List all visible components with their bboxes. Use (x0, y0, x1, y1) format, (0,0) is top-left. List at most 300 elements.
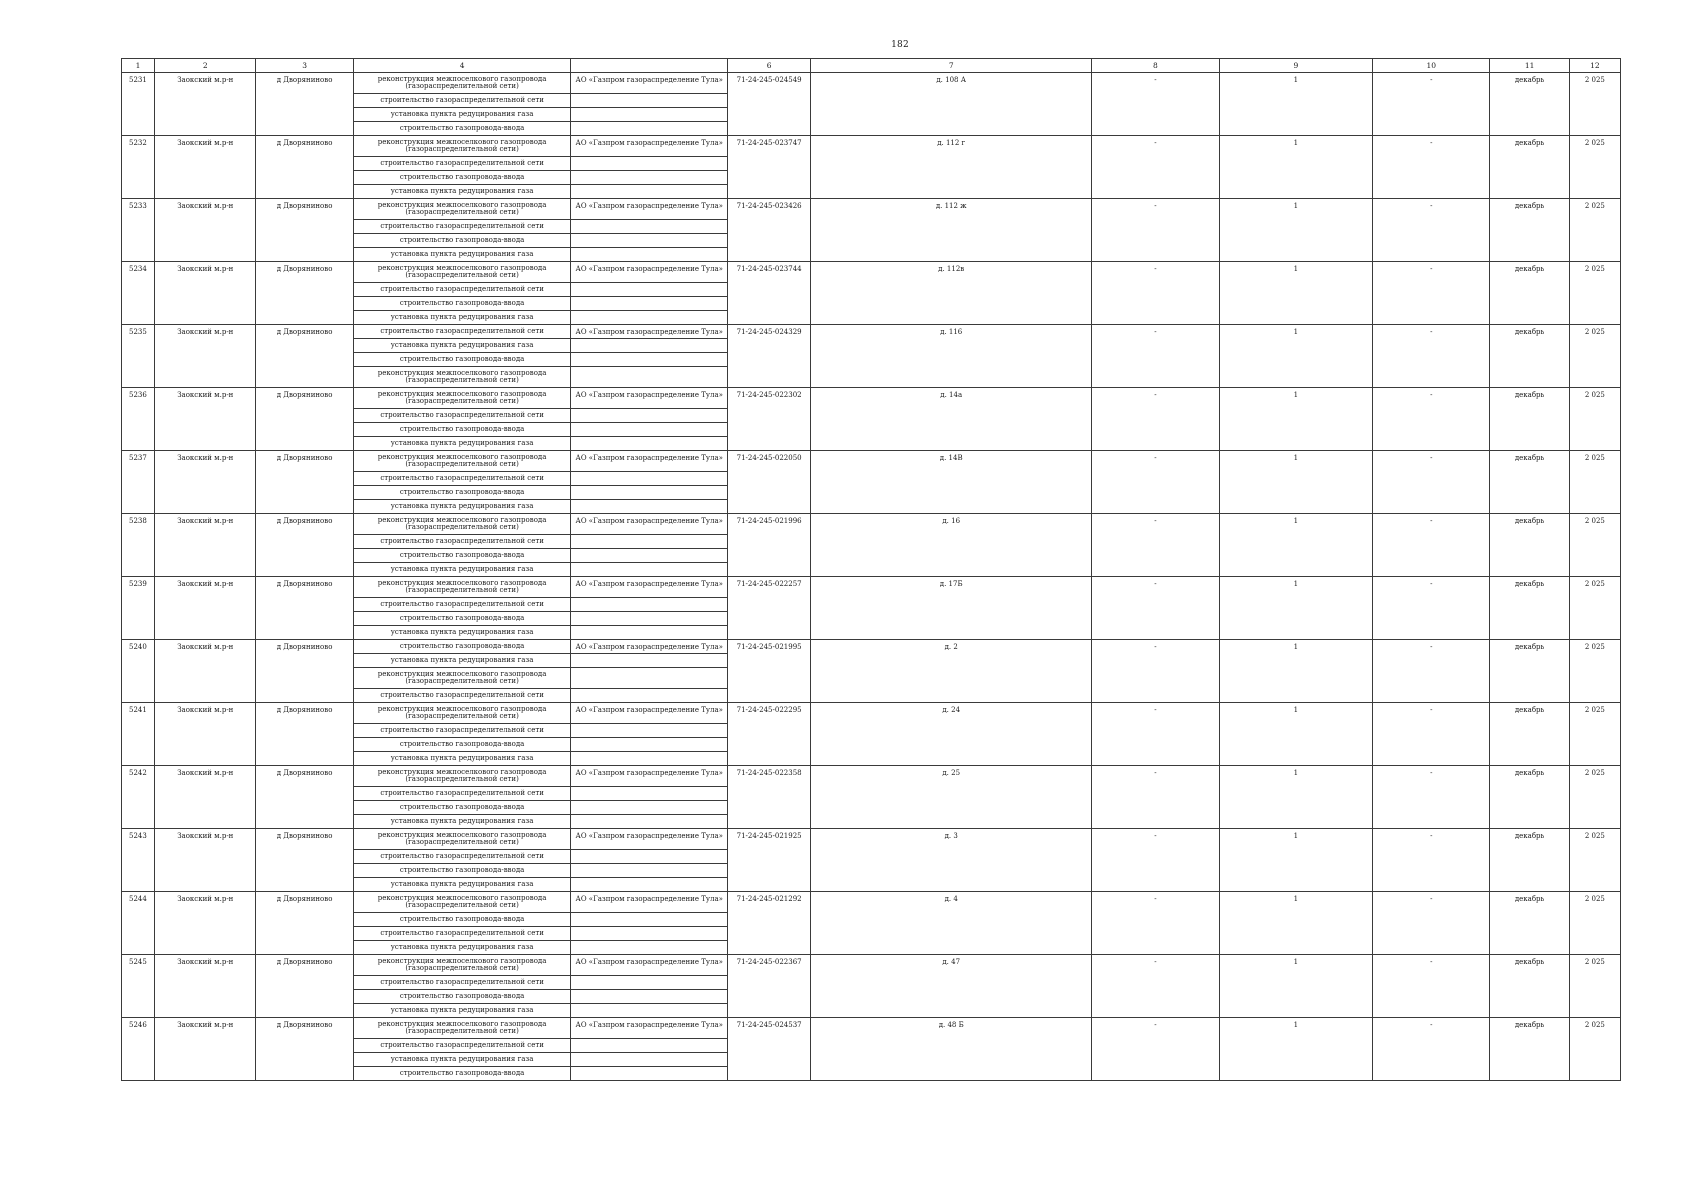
table-row (122, 766, 1621, 787)
organization-cell (571, 297, 728, 311)
col8-cell: - (1092, 640, 1219, 703)
year-cell: 2 025 (1569, 136, 1620, 199)
month-cell: декабрь (1490, 829, 1569, 892)
locality-cell: д Дворяниново (256, 199, 353, 262)
work-type-cell: строительство газопровода-ввода (353, 486, 571, 500)
work-type-cell: строительство газопровода-ввода (353, 297, 571, 311)
locality-cell: д Дворяниново (256, 640, 353, 703)
work-type-cell: строительство газопровода-ввода (353, 738, 571, 752)
organization-cell (571, 976, 728, 990)
col8-cell: - (1092, 136, 1219, 199)
work-type-cell: строительство газопровода-ввода (353, 640, 571, 654)
column-header-7: 7 (811, 59, 1092, 73)
table-row (122, 388, 1621, 409)
col9-cell: 1 (1219, 199, 1373, 262)
object-code-cell: 71-24-245-021996 (727, 514, 810, 577)
col9-cell: 1 (1219, 892, 1373, 955)
district-cell: Заокский м.р-н (155, 955, 256, 1018)
column-header-4: 4 (353, 59, 571, 73)
district-cell: Заокский м.р-н (155, 199, 256, 262)
table-row (122, 703, 1621, 724)
col10-cell: - (1373, 955, 1490, 1018)
work-type-cell: реконструкция межпоселкового газопровода (газораспределительной сети) (353, 73, 571, 94)
work-type-cell: установка пункта редуцирования газа (353, 500, 571, 514)
address-cell: д. 112в (811, 262, 1092, 325)
col8-cell: - (1092, 892, 1219, 955)
work-type-cell: реконструкция межпоселкового газопровода (газораспределительной сети) (353, 892, 571, 913)
col9-cell: 1 (1219, 388, 1373, 451)
work-type-cell: строительство газопровода-ввода (353, 353, 571, 367)
row-number: 5244 (122, 892, 155, 955)
organization-cell: АО «Газпром газораспределение Тула» (571, 451, 728, 472)
address-cell: д. 112 ж (811, 199, 1092, 262)
organization-cell (571, 864, 728, 878)
year-cell: 2 025 (1569, 1018, 1620, 1081)
organization-cell (571, 1004, 728, 1018)
work-type-cell: строительство газораспределительной сети (353, 472, 571, 486)
table-row (122, 514, 1621, 535)
organization-cell: АО «Газпром газораспределение Тула» (571, 892, 728, 913)
col10-cell: - (1373, 451, 1490, 514)
table-row (122, 73, 1621, 94)
work-type-cell: установка пункта редуцирования газа (353, 878, 571, 892)
organization-cell (571, 108, 728, 122)
col9-cell: 1 (1219, 955, 1373, 1018)
organization-cell: АО «Газпром газораспределение Тула» (571, 73, 728, 94)
object-code-cell: 71-24-245-022295 (727, 703, 810, 766)
locality-cell: д Дворяниново (256, 262, 353, 325)
col9-cell: 1 (1219, 136, 1373, 199)
work-type-cell: реконструкция межпоселкового газопровода (газораспределительной сети) (353, 514, 571, 535)
month-cell: декабрь (1490, 514, 1569, 577)
organization-cell: АО «Газпром газораспределение Тула» (571, 514, 728, 535)
col10-cell: - (1373, 199, 1490, 262)
column-header-11: 11 (1490, 59, 1569, 73)
organization-cell (571, 423, 728, 437)
year-cell: 2 025 (1569, 73, 1620, 136)
address-cell: д. 24 (811, 703, 1092, 766)
table-row (122, 325, 1621, 339)
table-row (122, 199, 1621, 220)
object-code-cell: 71-24-245-022050 (727, 451, 810, 514)
table-row (122, 451, 1621, 472)
organization-cell (571, 500, 728, 514)
work-type-cell: установка пункта редуцирования газа (353, 339, 571, 353)
organization-cell (571, 157, 728, 171)
district-cell: Заокский м.р-н (155, 388, 256, 451)
organization-cell: АО «Газпром газораспределение Тула» (571, 199, 728, 220)
organization-cell: АО «Газпром газораспределение Тула» (571, 325, 728, 339)
organization-cell (571, 787, 728, 801)
object-code-cell: 71-24-245-021292 (727, 892, 810, 955)
col10-cell: - (1373, 640, 1490, 703)
organization-cell (571, 1067, 728, 1081)
year-cell: 2 025 (1569, 451, 1620, 514)
col9-cell: 1 (1219, 262, 1373, 325)
organization-cell: АО «Газпром газораспределение Тула» (571, 577, 728, 598)
col10-cell: - (1373, 73, 1490, 136)
work-type-cell: установка пункта редуцирования газа (353, 563, 571, 577)
organization-cell: АО «Газпром газораспределение Тула» (571, 766, 728, 787)
district-cell: Заокский м.р-н (155, 325, 256, 388)
object-code-cell: 71-24-245-023744 (727, 262, 810, 325)
address-cell: д. 14В (811, 451, 1092, 514)
work-type-cell: строительство газораспределительной сети (353, 94, 571, 108)
object-code-cell: 71-24-245-021925 (727, 829, 810, 892)
col8-cell: - (1092, 514, 1219, 577)
row-number: 5235 (122, 325, 155, 388)
col9-cell: 1 (1219, 514, 1373, 577)
locality-cell: д Дворяниново (256, 388, 353, 451)
month-cell: декабрь (1490, 577, 1569, 640)
district-cell: Заокский м.р-н (155, 640, 256, 703)
organization-cell (571, 738, 728, 752)
organization-cell (571, 283, 728, 297)
month-cell: декабрь (1490, 136, 1569, 199)
object-code-cell: 71-24-245-022302 (727, 388, 810, 451)
work-type-cell: строительство газораспределительной сети (353, 976, 571, 990)
object-code-cell: 71-24-245-023426 (727, 199, 810, 262)
col8-cell: - (1092, 325, 1219, 388)
work-type-cell: строительство газораспределительной сети (353, 850, 571, 864)
organization-cell (571, 549, 728, 563)
address-cell: д. 116 (811, 325, 1092, 388)
year-cell: 2 025 (1569, 388, 1620, 451)
organization-cell: АО «Газпром газораспределение Тула» (571, 136, 728, 157)
col9-cell: 1 (1219, 1018, 1373, 1081)
organization-cell: АО «Газпром газораспределение Тула» (571, 262, 728, 283)
work-type-cell: реконструкция межпоселкового газопровода (газораспределительной сети) (353, 577, 571, 598)
organization-cell (571, 598, 728, 612)
locality-cell: д Дворяниново (256, 514, 353, 577)
column-header-6: 6 (727, 59, 810, 73)
organization-cell (571, 654, 728, 668)
locality-cell: д Дворяниново (256, 577, 353, 640)
work-type-cell: установка пункта редуцирования газа (353, 654, 571, 668)
col9-cell: 1 (1219, 325, 1373, 388)
address-cell: д. 25 (811, 766, 1092, 829)
col9-cell: 1 (1219, 829, 1373, 892)
row-number: 5243 (122, 829, 155, 892)
work-type-cell: установка пункта редуцирования газа (353, 815, 571, 829)
col8-cell: - (1092, 451, 1219, 514)
organization-cell (571, 563, 728, 577)
address-cell: д. 2 (811, 640, 1092, 703)
work-type-cell: реконструкция межпоселкового газопровода (газораспределительной сети) (353, 703, 571, 724)
organization-cell: АО «Газпром газораспределение Тула» (571, 703, 728, 724)
work-type-cell: строительство газораспределительной сети (353, 325, 571, 339)
object-code-cell: 71-24-245-022358 (727, 766, 810, 829)
row-number: 5241 (122, 703, 155, 766)
work-type-cell: строительство газораспределительной сети (353, 535, 571, 549)
work-type-cell: строительство газопровода-ввода (353, 234, 571, 248)
work-type-cell: реконструкция межпоселкового газопровода (газораспределительной сети) (353, 451, 571, 472)
column-header-1: 1 (122, 59, 155, 73)
gasification-table (121, 58, 1621, 1081)
organization-cell: АО «Газпром газораспределение Тула» (571, 388, 728, 409)
organization-cell (571, 752, 728, 766)
work-type-cell: реконструкция межпоселкового газопровода (газораспределительной сети) (353, 262, 571, 283)
work-type-cell: строительство газораспределительной сети (353, 787, 571, 801)
col8-cell: - (1092, 199, 1219, 262)
organization-cell (571, 94, 728, 108)
organization-cell (571, 220, 728, 234)
col8-cell: - (1092, 829, 1219, 892)
work-type-cell: реконструкция межпоселкового газопровода (газораспределительной сети) (353, 367, 571, 388)
year-cell: 2 025 (1569, 577, 1620, 640)
month-cell: декабрь (1490, 955, 1569, 1018)
column-header-5 (571, 59, 728, 73)
address-cell: д. 3 (811, 829, 1092, 892)
col8-cell: - (1092, 262, 1219, 325)
organization-cell (571, 234, 728, 248)
organization-cell (571, 353, 728, 367)
year-cell: 2 025 (1569, 640, 1620, 703)
work-type-cell: установка пункта редуцирования газа (353, 248, 571, 262)
year-cell: 2 025 (1569, 325, 1620, 388)
month-cell: декабрь (1490, 73, 1569, 136)
row-number: 5246 (122, 1018, 155, 1081)
district-cell: Заокский м.р-н (155, 892, 256, 955)
month-cell: декабрь (1490, 262, 1569, 325)
year-cell: 2 025 (1569, 766, 1620, 829)
column-header-3: 3 (256, 59, 353, 73)
col8-cell: - (1092, 388, 1219, 451)
col10-cell: - (1373, 325, 1490, 388)
locality-cell: д Дворяниново (256, 136, 353, 199)
col8-cell: - (1092, 955, 1219, 1018)
col10-cell: - (1373, 829, 1490, 892)
col10-cell: - (1373, 136, 1490, 199)
row-number: 5239 (122, 577, 155, 640)
locality-cell: д Дворяниново (256, 829, 353, 892)
work-type-cell: строительство газопровода-ввода (353, 549, 571, 563)
organization-cell (571, 1053, 728, 1067)
month-cell: декабрь (1490, 388, 1569, 451)
month-cell: декабрь (1490, 1018, 1569, 1081)
locality-cell: д Дворяниново (256, 955, 353, 1018)
year-cell: 2 025 (1569, 892, 1620, 955)
object-code-cell: 71-24-245-024549 (727, 73, 810, 136)
col10-cell: - (1373, 577, 1490, 640)
work-type-cell: строительство газораспределительной сети (353, 1039, 571, 1053)
organization-cell (571, 472, 728, 486)
organization-cell: АО «Газпром газораспределение Тула» (571, 640, 728, 654)
address-cell: д. 17Б (811, 577, 1092, 640)
work-type-cell: строительство газопровода-ввода (353, 913, 571, 927)
table-row (122, 136, 1621, 157)
row-number: 5242 (122, 766, 155, 829)
col9-cell: 1 (1219, 451, 1373, 514)
work-type-cell: строительство газораспределительной сети (353, 724, 571, 738)
work-type-cell: строительство газораспределительной сети (353, 157, 571, 171)
year-cell: 2 025 (1569, 703, 1620, 766)
work-type-cell: строительство газопровода-ввода (353, 1067, 571, 1081)
organization-cell (571, 1039, 728, 1053)
organization-cell: АО «Газпром газораспределение Тула» (571, 955, 728, 976)
work-type-cell: установка пункта редуцирования газа (353, 185, 571, 199)
address-cell: д. 4 (811, 892, 1092, 955)
table-row (122, 1018, 1621, 1039)
work-type-cell: строительство газораспределительной сети (353, 689, 571, 703)
work-type-cell: строительство газопровода-ввода (353, 990, 571, 1004)
address-cell: д. 47 (811, 955, 1092, 1018)
district-cell: Заокский м.р-н (155, 73, 256, 136)
col9-cell: 1 (1219, 703, 1373, 766)
work-type-cell: строительство газораспределительной сети (353, 283, 571, 297)
organization-cell (571, 171, 728, 185)
row-number: 5232 (122, 136, 155, 199)
district-cell: Заокский м.р-н (155, 703, 256, 766)
work-type-cell: реконструкция межпоселкового газопровода (газораспределительной сети) (353, 136, 571, 157)
column-header-12: 12 (1569, 59, 1620, 73)
organization-cell (571, 815, 728, 829)
work-type-cell: строительство газопровода-ввода (353, 801, 571, 815)
organization-cell (571, 990, 728, 1004)
locality-cell: д Дворяниново (256, 703, 353, 766)
address-cell: д. 14а (811, 388, 1092, 451)
work-type-cell: реконструкция межпоселкового газопровода (газораспределительной сети) (353, 199, 571, 220)
district-cell: Заокский м.р-н (155, 514, 256, 577)
locality-cell: д Дворяниново (256, 451, 353, 514)
organization-cell (571, 367, 728, 388)
organization-cell (571, 122, 728, 136)
col9-cell: 1 (1219, 640, 1373, 703)
row-number: 5234 (122, 262, 155, 325)
work-type-cell: строительство газораспределительной сети (353, 220, 571, 234)
work-type-cell: реконструкция межпоселкового газопровода (газораспределительной сети) (353, 829, 571, 850)
work-type-cell: установка пункта редуцирования газа (353, 1053, 571, 1067)
organization-cell (571, 409, 728, 423)
work-type-cell: установка пункта редуцирования газа (353, 311, 571, 325)
organization-cell (571, 248, 728, 262)
work-type-cell: строительство газопровода-ввода (353, 864, 571, 878)
work-type-cell: установка пункта редуцирования газа (353, 108, 571, 122)
work-type-cell: строительство газораспределительной сети (353, 409, 571, 423)
organization-cell (571, 724, 728, 738)
object-code-cell: 71-24-245-022367 (727, 955, 810, 1018)
address-cell: д. 108 А (811, 73, 1092, 136)
year-cell: 2 025 (1569, 829, 1620, 892)
work-type-cell: установка пункта редуцирования газа (353, 626, 571, 640)
row-number: 5233 (122, 199, 155, 262)
year-cell: 2 025 (1569, 514, 1620, 577)
organization-cell (571, 801, 728, 815)
year-cell: 2 025 (1569, 199, 1620, 262)
column-header-10: 10 (1373, 59, 1490, 73)
table-row (122, 262, 1621, 283)
locality-cell: д Дворяниново (256, 325, 353, 388)
object-code-cell: 71-24-245-021995 (727, 640, 810, 703)
district-cell: Заокский м.р-н (155, 262, 256, 325)
table-row (122, 955, 1621, 976)
work-type-cell: строительство газопровода-ввода (353, 171, 571, 185)
column-header-2: 2 (155, 59, 256, 73)
district-cell: Заокский м.р-н (155, 577, 256, 640)
district-cell: Заокский м.р-н (155, 766, 256, 829)
month-cell: декабрь (1490, 766, 1569, 829)
col10-cell: - (1373, 892, 1490, 955)
locality-cell: д Дворяниново (256, 766, 353, 829)
col8-cell: - (1092, 1018, 1219, 1081)
row-number: 5231 (122, 73, 155, 136)
work-type-cell: реконструкция межпоселкового газопровода (газораспределительной сети) (353, 388, 571, 409)
organization-cell (571, 437, 728, 451)
row-number: 5245 (122, 955, 155, 1018)
district-cell: Заокский м.р-н (155, 136, 256, 199)
object-code-cell: 71-24-245-022257 (727, 577, 810, 640)
month-cell: декабрь (1490, 199, 1569, 262)
work-type-cell: установка пункта редуцирования газа (353, 437, 571, 451)
col9-cell: 1 (1219, 577, 1373, 640)
col10-cell: - (1373, 703, 1490, 766)
work-type-cell: строительство газораспределительной сети (353, 927, 571, 941)
month-cell: декабрь (1490, 640, 1569, 703)
col8-cell: - (1092, 766, 1219, 829)
month-cell: декабрь (1490, 703, 1569, 766)
organization-cell (571, 850, 728, 864)
organization-cell (571, 185, 728, 199)
row-number: 5238 (122, 514, 155, 577)
organization-cell (571, 927, 728, 941)
organization-cell (571, 689, 728, 703)
address-cell: д. 48 Б (811, 1018, 1092, 1081)
table-row (122, 577, 1621, 598)
organization-cell (571, 535, 728, 549)
column-header-9: 9 (1219, 59, 1373, 73)
col8-cell: - (1092, 73, 1219, 136)
col10-cell: - (1373, 262, 1490, 325)
table-body (122, 73, 1621, 1081)
work-type-cell: строительство газораспределительной сети (353, 598, 571, 612)
month-cell: декабрь (1490, 892, 1569, 955)
district-cell: Заокский м.р-н (155, 829, 256, 892)
work-type-cell: реконструкция межпоселкового газопровода (газораспределительной сети) (353, 1018, 571, 1039)
table-row (122, 829, 1621, 850)
district-cell: Заокский м.р-н (155, 1018, 256, 1081)
locality-cell: д Дворяниново (256, 73, 353, 136)
object-code-cell: 71-24-245-024329 (727, 325, 810, 388)
work-type-cell: строительство газопровода-ввода (353, 423, 571, 437)
organization-cell (571, 913, 728, 927)
col10-cell: - (1373, 766, 1490, 829)
organization-cell (571, 311, 728, 325)
address-cell: д. 16 (811, 514, 1092, 577)
locality-cell: д Дворяниново (256, 892, 353, 955)
month-cell: декабрь (1490, 325, 1569, 388)
col9-cell: 1 (1219, 73, 1373, 136)
table-row (122, 892, 1621, 913)
object-code-cell: 71-24-245-023747 (727, 136, 810, 199)
row-number: 5240 (122, 640, 155, 703)
table-header-row (122, 59, 1621, 73)
organization-cell (571, 668, 728, 689)
object-code-cell: 71-24-245-024537 (727, 1018, 810, 1081)
organization-cell (571, 612, 728, 626)
col10-cell: - (1373, 388, 1490, 451)
work-type-cell: установка пункта редуцирования газа (353, 1004, 571, 1018)
organization-cell: АО «Газпром газораспределение Тула» (571, 1018, 728, 1039)
organization-cell (571, 941, 728, 955)
district-cell: Заокский м.р-н (155, 451, 256, 514)
work-type-cell: строительство газопровода-ввода (353, 122, 571, 136)
work-type-cell: реконструкция межпоселкового газопровода (газораспределительной сети) (353, 766, 571, 787)
organization-cell (571, 486, 728, 500)
row-number: 5236 (122, 388, 155, 451)
col10-cell: - (1373, 514, 1490, 577)
work-type-cell: строительство газопровода-ввода (353, 612, 571, 626)
work-type-cell: реконструкция межпоселкового газопровода (газораспределительной сети) (353, 668, 571, 689)
